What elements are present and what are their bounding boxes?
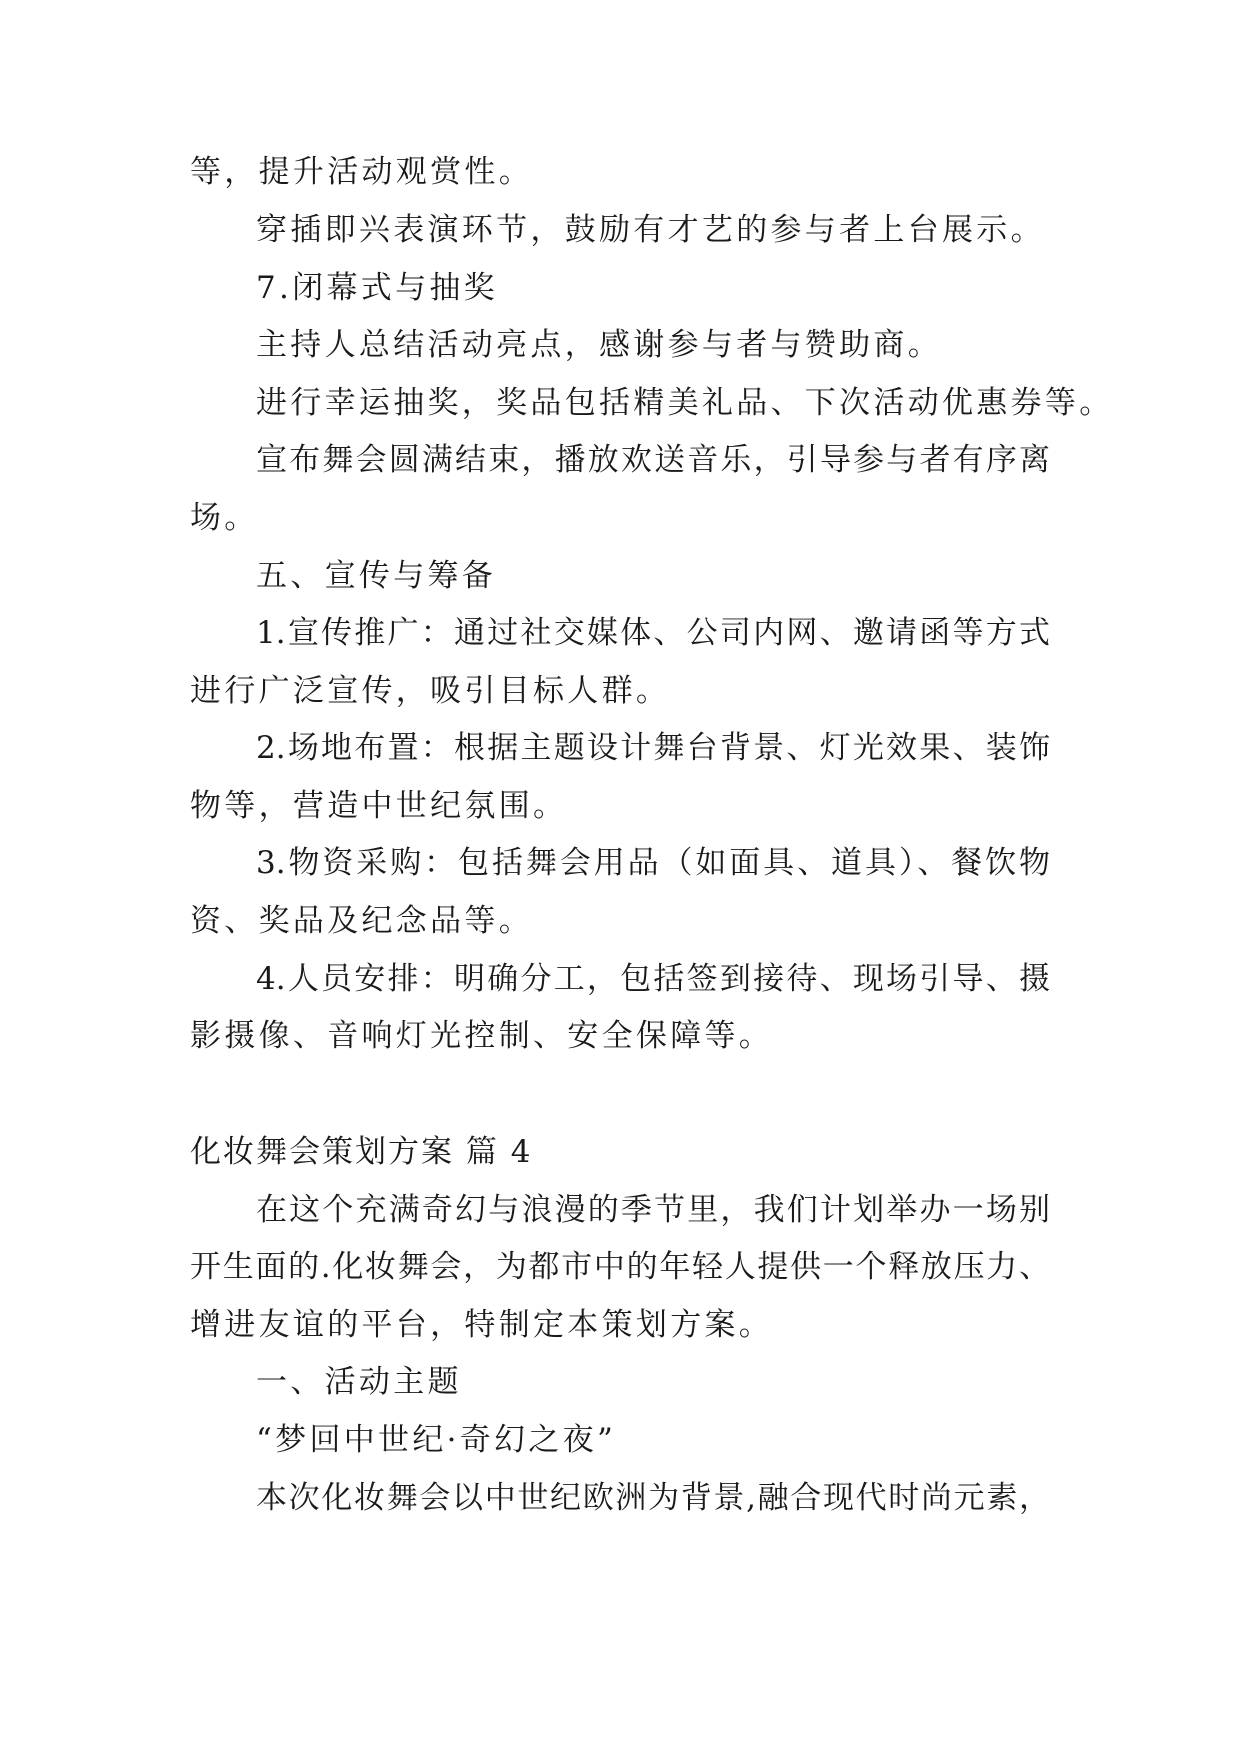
text-line: 穿插即兴表演环节，鼓励有才艺的参与者上台展示。 [256,212,1045,248]
text-line: 进行广泛宣传，吸引目标人群。 [190,673,671,709]
text-line: 3.物资采购：包括舞会用品（如面具、道具）、餐饮物 [256,845,1050,881]
text-line: 4.人员安排：明确分工，包括签到接待、现场引导、摄 [256,961,1050,997]
theme-title: “梦回中世纪·奇幻之夜” [256,1422,617,1458]
text-line: 资、奖品及纪念品等。 [190,903,533,939]
text-line: 主持人总结活动亮点，感谢参与者与赞助商。 [256,327,942,363]
text-line: 影摄像、音响灯光控制、安全保障等。 [190,1018,774,1054]
text-line: 等，提升活动观赏性。 [190,154,533,190]
text-line: 物等，营造中世纪氛围。 [190,788,568,824]
text-line: 宣布舞会圆满结束，播放欢送音乐，引导参与者有序离 [256,442,1050,478]
text-line: 2.场地布置：根据主题设计舞台背景、灯光效果、装饰 [256,730,1050,766]
document-section-title: 化妆舞会策划方案 篇 4 [190,1134,533,1170]
text-line: 进行幸运抽奖，奖品包括精美礼品、下次活动优惠券等。 [256,385,1114,421]
section-subheading: 7.闭幕式与抽奖 [256,270,498,306]
text-line: 本次化妆舞会以中世纪欧洲为背景,融合现代时尚元素， [256,1480,1050,1516]
text-line: 增进友谊的平台，特制定本策划方案。 [190,1307,774,1343]
section-heading: 五、宣传与筹备 [256,558,497,594]
section-heading: 一、活动主题 [256,1364,462,1400]
text-line: 开生面的.化妆舞会，为都市中的年轻人提供一个释放压力、 [190,1249,1050,1285]
text-line: 在这个充满奇幻与浪漫的季节里，我们计划举办一场别 [256,1192,1050,1228]
text-line: 1.宣传推广：通过社交媒体、公司内网、邀请函等方式 [256,615,1050,651]
text-line: 场。 [190,500,259,536]
